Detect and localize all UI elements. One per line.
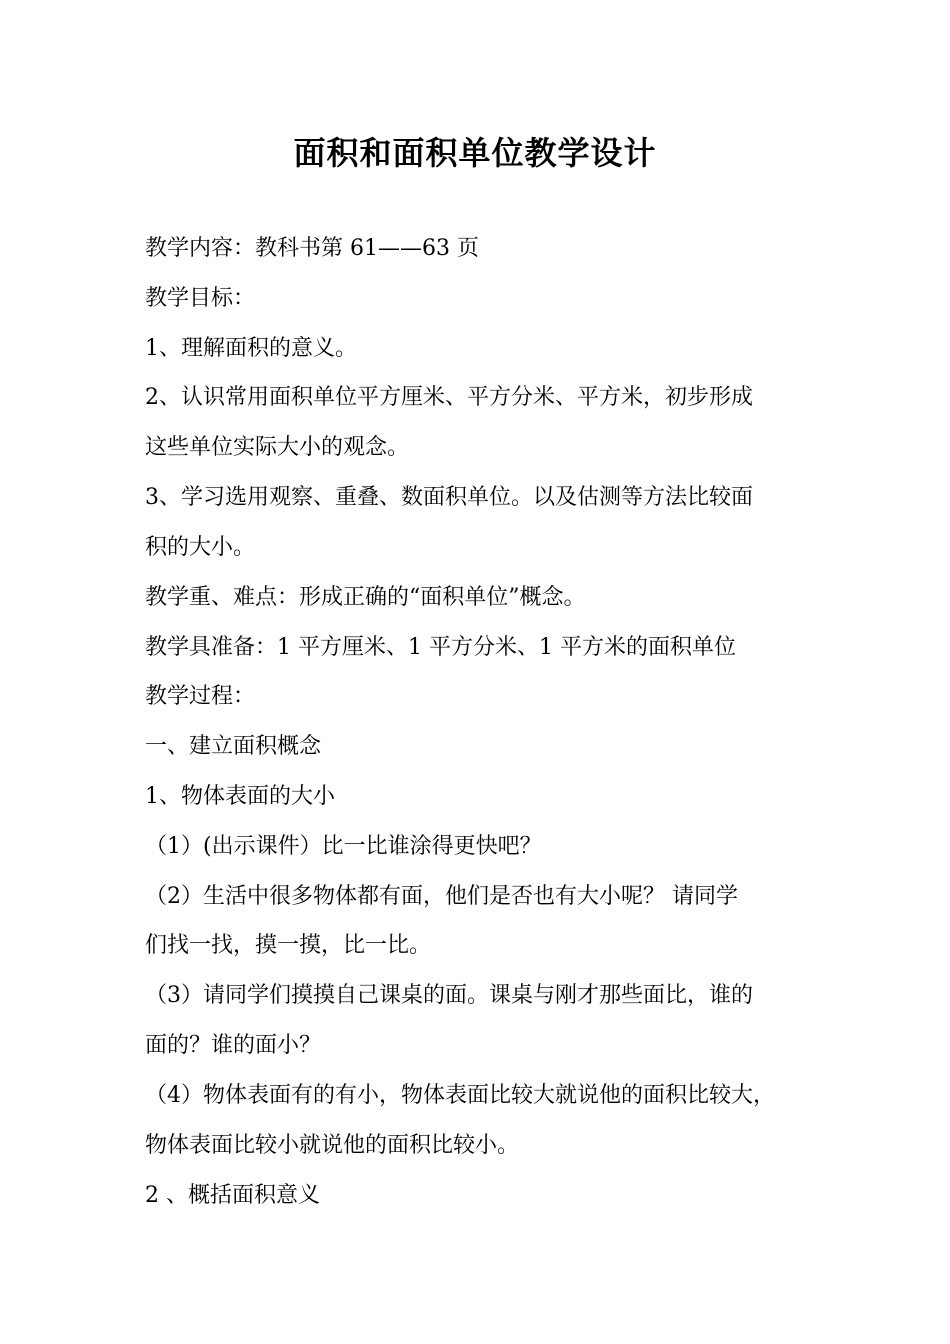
text-line-item-3-cont: 面的？谁的面小？ bbox=[145, 1033, 322, 1058]
text-line-subsection-1: 1、物体表面的大小 bbox=[145, 784, 335, 809]
text-line-item-2: （2）生活中很多物体都有面，他们是否也有大小呢？ 请同学 bbox=[145, 884, 738, 909]
text-line-goal-2: 2、认识常用面积单位平方厘米、平方分米、平方米，初步形成 bbox=[145, 385, 753, 410]
text-line-section-1: 一、建立面积概念 bbox=[145, 734, 322, 759]
text-line-item-3: （3）请同学们摸摸自己课桌的面。课桌与刚才那些面比，谁的 bbox=[145, 983, 753, 1008]
text-line-item-4: （4）物体表面有的有小，物体表面比较大就说他的面积比较大， bbox=[145, 1083, 775, 1108]
text-line-goal-1: 1、理解面积的意义。 bbox=[145, 336, 357, 361]
text-line-key-points: 教学重、难点：形成正确的“面积单位”概念。 bbox=[145, 585, 586, 610]
text-line-goal-3-cont: 积的大小。 bbox=[145, 535, 256, 560]
text-line-process-heading: 教学过程： bbox=[145, 684, 256, 709]
document-title: 面积和面积单位教学设计 bbox=[293, 134, 657, 172]
text-line-materials: 教学具准备：1 平方厘米、1 平方分米、1 平方米的面积单位 bbox=[145, 635, 736, 660]
text-line-goal-3: 3、学习选用观察、重叠、数面积单位。以及估测等方法比较面 bbox=[145, 485, 753, 510]
text-line-item-2-cont: 们找一找，摸一摸，比一比。 bbox=[145, 933, 432, 958]
text-line-item-1: （1）(出示课件）比一比谁涂得更快吧？ bbox=[145, 834, 542, 859]
text-line-teaching-goals-heading: 教学目标： bbox=[145, 286, 256, 311]
text-line-teaching-content: 教学内容：教科书第 61——63 页 bbox=[145, 236, 479, 261]
text-line-goal-2-cont: 这些单位实际大小的观念。 bbox=[145, 435, 410, 460]
text-line-subsection-2: 2 、概括面积意义 bbox=[145, 1183, 320, 1208]
text-line-item-4-cont: 物体表面比较小就说他的面积比较小。 bbox=[145, 1133, 520, 1158]
